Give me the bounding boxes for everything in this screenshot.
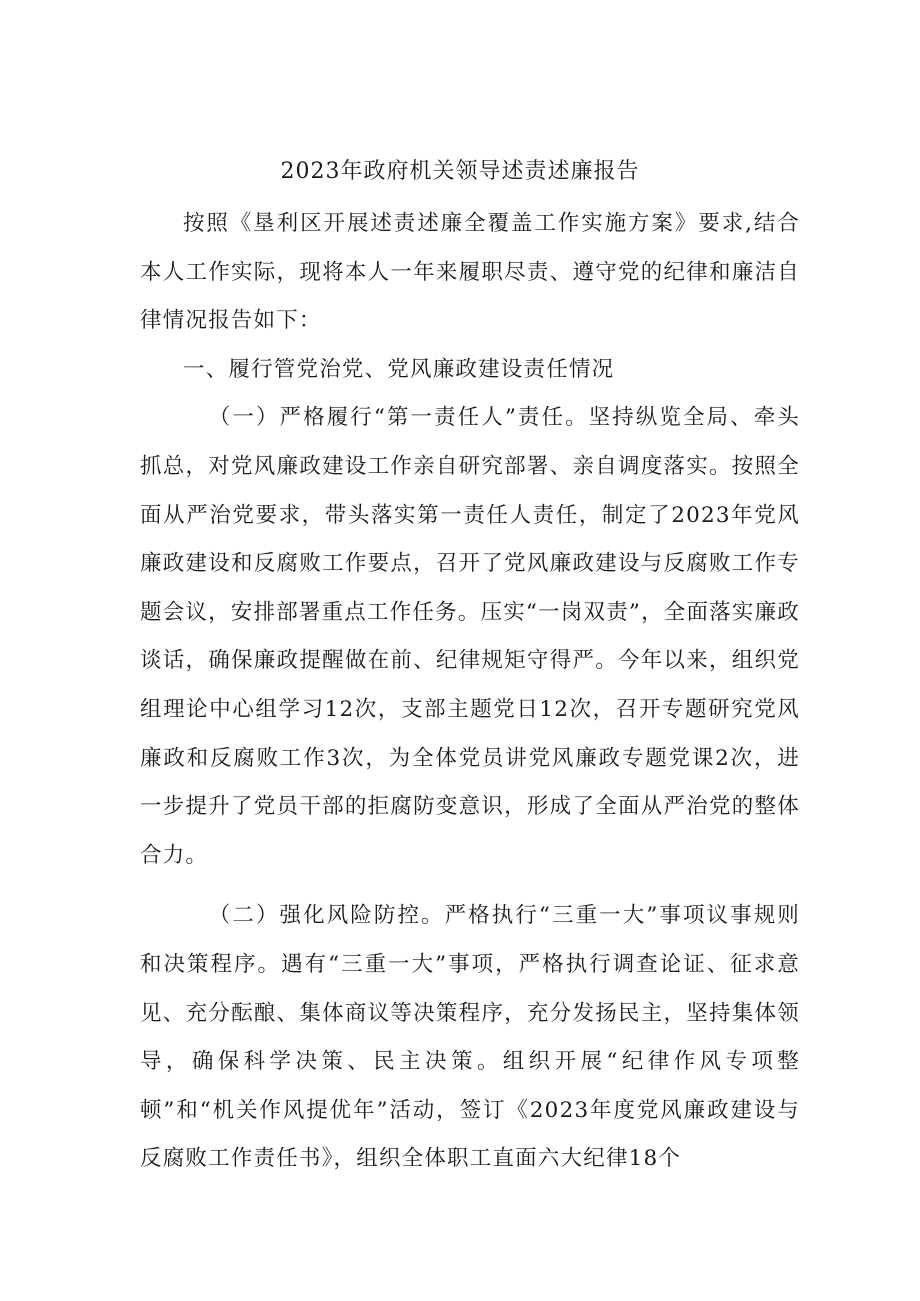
subsection-paragraph-2: （二）强化风险防控。严格执行“三重一大”事项议事规则和决策程序。遇有“三重一大”事项，严格执行调查论证、征求意见、充分酝酿、集体商议等决策程序，充分发扬民主，坚持集体领导，确保科学决策、民主决策。组织开展“纪律作风专项整顿”和“机关作风提优年”活动，签订《2023年度党风廉政建设与反腐败工作责任书》，组织全体职工直面六大纪律18个 [140, 903, 800, 1172]
document-body [140, 176, 800, 1184]
document-title: 2023年政府机关领导述责述廉报告 [280, 159, 640, 184]
subsection-paragraph-1: （一）严格履行“第一责任人”责任。坚持纵览全局、牵头抓总，对党风廉政建设工作亲自研究部署、亲自调度落实。按照全面从严治党要求，带头落实第一责任人责任，制定了2023年党风廉政建设和反腐败工作要点，召开了党风廉政建设与反腐败工作专题会议，安排部署重点工作任务。压实“一岗双责”，全面落实廉政谈话，确保廉政提醒做在前、纪律规矩守得严。今年以来，组织党组理论中心组学习12次，支部主题党日12次，召开专题研究党风廉政和反腐败工作3次，为全体党员讲党风廉政专题党课2次，进一步提升了党员干部的拒腐防变意识，形成了全面从严治党的整体合力。 [140, 405, 800, 868]
section-heading-1: 一、履行管党治党、党风廉政建设责任情况 [183, 356, 615, 382]
intro-paragraph: 按照《垦利区开展述责述廉全覆盖工作实施方案》要求,结合本人工作实际，现将本人一年来履职尽责、遵守党的纪律和廉洁自律情况报告如下： [140, 211, 800, 334]
